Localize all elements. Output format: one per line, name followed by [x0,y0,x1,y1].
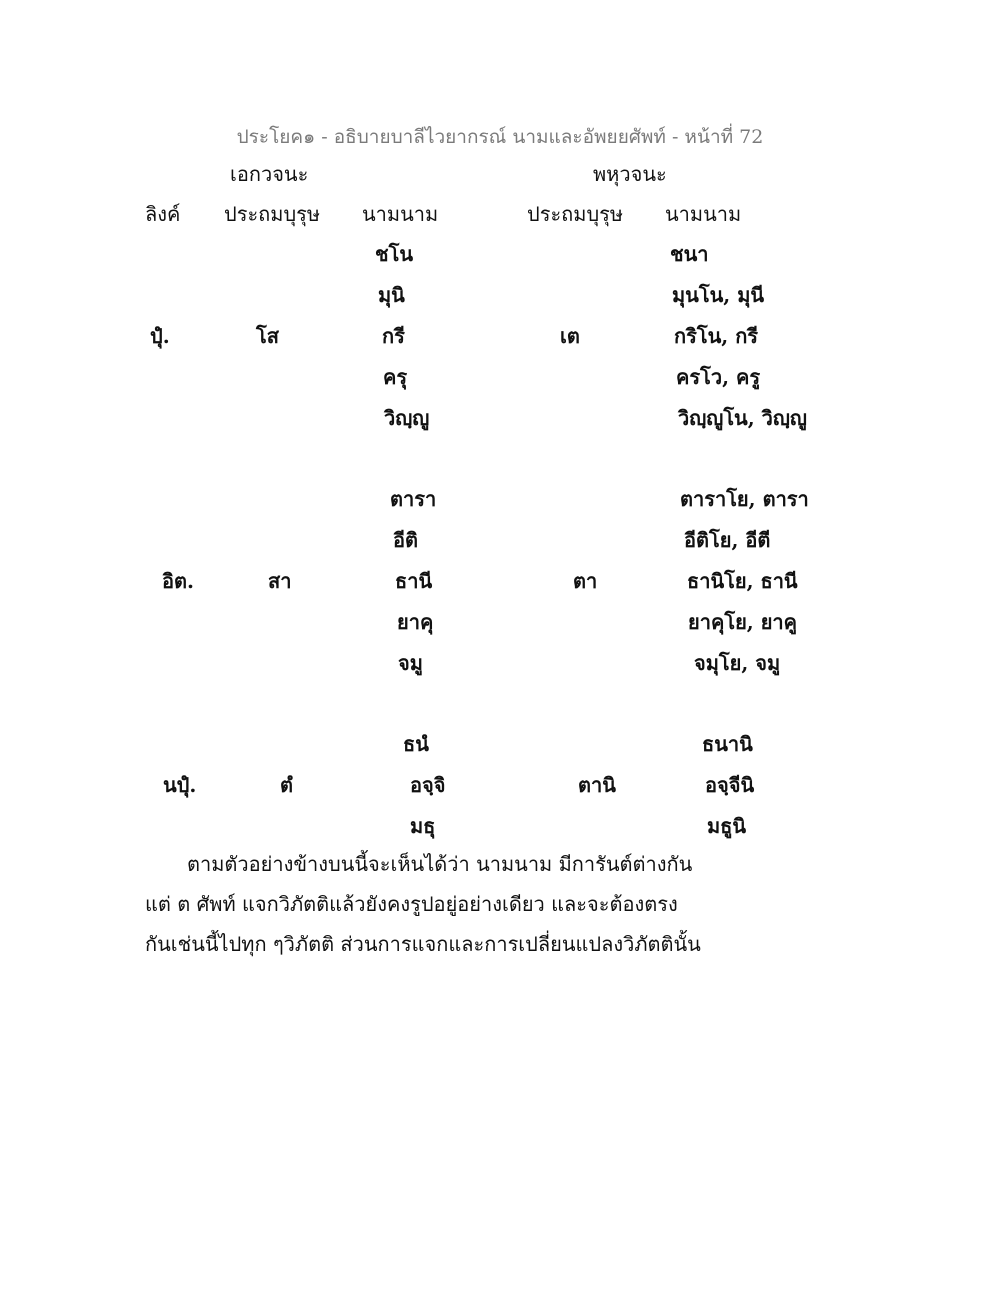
pronoun-plural: เต [560,324,580,348]
pronoun-singular: โส [256,324,279,348]
paragraph-line: ตามตัวอย่างข้างบนนี้จะเห็นได้ว่า นามนาม มีการันต์ต่างกัน [187,852,693,876]
gender-label: ปุํ. [150,324,170,348]
pronoun-singular: ตํ [280,773,293,797]
noun-singular: วิญฺญู [384,406,430,430]
noun-singular: จมู [398,651,423,675]
noun-singular: ชโน [375,242,413,266]
pronoun-singular-heading: ประถมบุรุษ [224,202,321,226]
page-header: ประโยค๑ - อธิบายบาลีไวยากรณ์ นามและอัพยยศัพท์ - หน้าที่ 72 [236,126,764,148]
noun-singular: มุนิ [378,283,405,307]
gender-label: อิต. [162,569,194,593]
noun-plural: ยาคุโย, ยาคู [688,610,798,634]
noun-plural: มธูนิ [707,814,747,838]
pronoun-plural: ตา [573,569,598,593]
noun-singular: อีติ [393,528,418,552]
noun-plural: ครโว, ครู [676,365,761,389]
plural-heading: พหุวจนะ [593,162,667,186]
noun-plural: วิญฺญูโน, วิญฺญู [678,406,807,430]
singular-heading: เอกวจนะ [230,162,309,186]
noun-plural: จมุโย, จมู [694,651,781,675]
noun-plural: ตาราโย, ตารา [680,487,809,511]
noun-plural: ธนานิ [702,732,753,756]
noun-plural-heading: นามนาม [665,202,742,226]
noun-plural: กริโน, กรี [674,324,759,348]
noun-singular: กรี [382,324,405,348]
noun-plural: อจฺจีนิ [705,773,755,797]
noun-plural: มุนโน, มุนี [672,283,765,307]
noun-singular: ตารา [390,487,437,511]
pronoun-plural: ตานิ [578,773,616,797]
pronoun-singular: สา [268,569,292,593]
noun-plural: อีติโย, อีตี [684,528,771,552]
noun-singular: ธานี [395,569,433,593]
noun-singular-heading: นามนาม [362,202,439,226]
noun-singular: ครุ [383,365,408,389]
paragraph-line: กันเช่นนี้ไปทุก ๆวิภัตติ ส่วนการแจกและการเปลี่ยนแปลงวิภัตตินั้น [145,932,701,956]
gender-heading: ลิงค์ [145,202,181,226]
noun-singular: ธนํ [403,732,429,756]
noun-plural: ชนา [670,242,709,266]
gender-label: นปุํ. [163,773,197,797]
pronoun-plural-heading: ประถมบุรุษ [527,202,624,226]
noun-singular: ยาคุ [397,610,434,634]
noun-singular: อจฺจิ [410,773,446,797]
noun-plural: ธานิโย, ธานี [687,569,798,593]
noun-singular: มธุ [410,814,436,838]
paragraph-line: แต่ ต ศัพท์ แจกวิภัตติแล้วยังคงรูปอยู่อย่างเดียว และจะต้องตรง [145,892,678,916]
